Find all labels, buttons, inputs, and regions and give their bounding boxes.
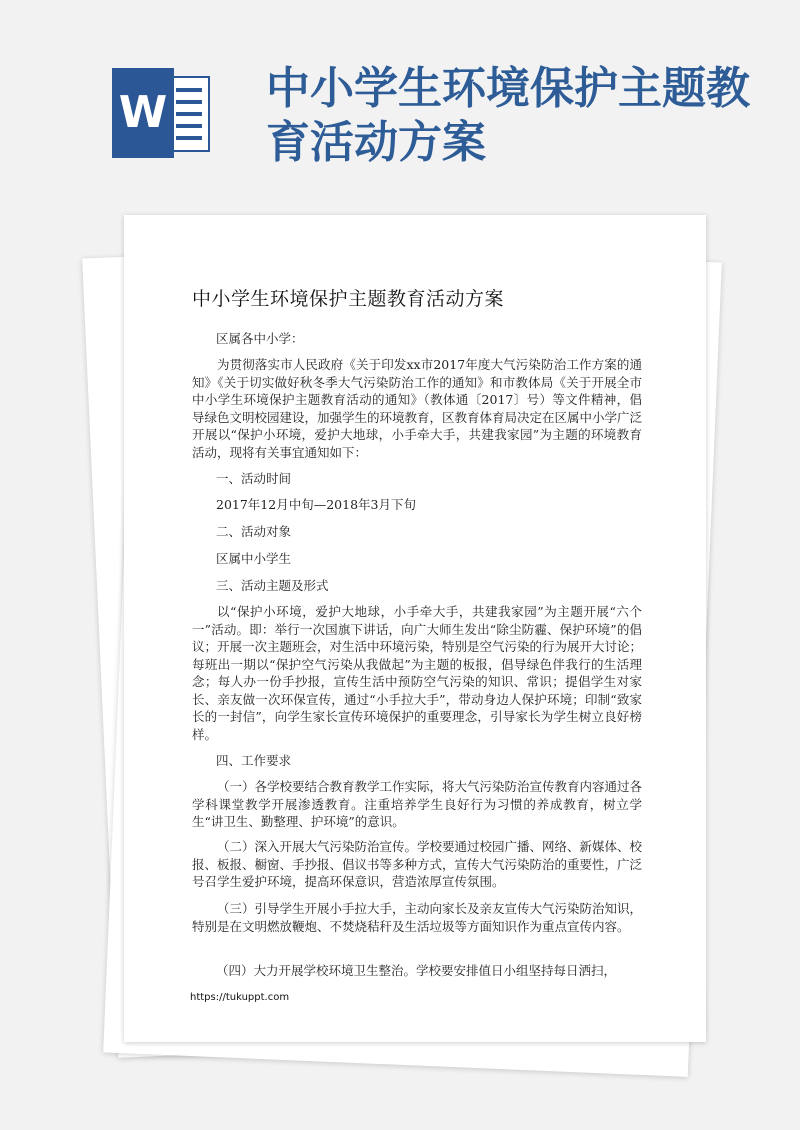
section-2-text: 区属中小学生 <box>216 551 292 566</box>
word-document-icon <box>112 68 212 158</box>
requirement-4: （四）大力开展学校环境卫生整治。学校要安排值日小组坚持每日洒扫， <box>216 963 617 978</box>
salutation: 区属各中小学： <box>216 331 304 346</box>
section-3-paragraph: 以“保护小环境，爱护大地球，小手牵大手，共建我家园”为主题开展“六个一”活动。即：举行一次国旗下讲话，向广大师生发出“除尘防霾、保护环境”的倡议；开展一次主题班会，对生活中环境污染，特别是空气污染的行为展开大讨论；每班出一期以“保护空气污染从我做起”为主题的板报，倡导绿色伴我行的生活理念；每人办一份手抄报，宣传生活中预防空气污染的知识、常识；提倡学生对家长、亲友做一次环保宣传，通过“小手拉大手”，带动身边人保护环境；印制“致家长的一封信”，向学生家长宣传环境保护的重要理念，引导家长为学生树立良好榜样。 <box>192 604 643 742</box>
section-2-heading: 二、活动对象 <box>216 524 292 539</box>
section-1-heading: 一、活动时间 <box>216 471 292 486</box>
requirement-1: （一）各学校要结合教育教学工作实际，将大气污染防治宣传教育内容通过各学科课堂教学开展渗透教育。注重培养学生良好行为习惯的养成教育，树立学生“讲卫生、勤整理、护环境”的意识。 <box>192 779 643 829</box>
intro-paragraph: 为贯彻落实市人民政府《关于印发xx市2017年度大气污染防治工作方案的通知》《关于切实做好秋冬季大气污染防治工作的通知》和市教体局《关于开展全市中小学生环境保护主题教育活动的通知》（教体通〔2017〕号）等文件精神，倡导绿色文明校园建设，加强学生的环境教育，区教育体育局决定在区属中小学广泛开展以“保护小环境，爱护大地球，小手牵大手，共建我家园”为主题的环境教育活动，现将有关事宜通知如下： <box>192 357 643 460</box>
section-4-heading: 四、工作要求 <box>216 753 292 768</box>
section-1-text: 2017年12月中旬—2018年3月下旬 <box>216 497 416 512</box>
source-link[interactable]: https://tukuppt.com <box>190 992 290 1003</box>
document-title: 中小学生环境保护主题教育活动方案 <box>192 288 505 310</box>
requirement-2: （二）深入开展大气污染防治宣传。学校要通过校园广播、网络、新媒体、校报、板报、橱窗、手抄报、倡议书等多种方式，宣传大气污染防治的重要性，广泛号召学生爱护环境，提高环保意识，营造浓厚宣传氛围。 <box>192 839 643 889</box>
section-3-heading: 三、活动主题及形式 <box>216 578 329 593</box>
word-letter-badge: W <box>112 68 174 158</box>
requirement-3: （三）引导学生开展小手拉大手，主动向家长及亲友宣传大气污染防治知识，特别是在文明燃放鞭炮、不焚烧秸秆及生活垃圾等方面知识作为重点宣传内容。 <box>192 901 643 934</box>
header-title: 中小学生环境保护主题教育活动方案 <box>266 63 750 168</box>
